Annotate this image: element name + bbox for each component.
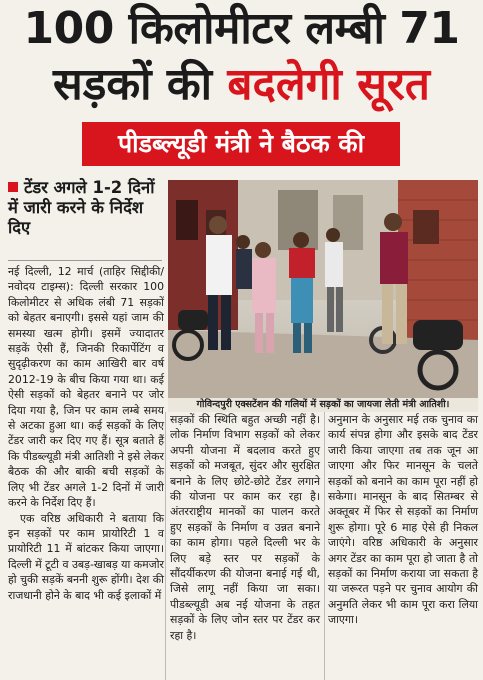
headline-line-2 <box>0 58 483 112</box>
column-divider <box>324 412 325 680</box>
article-column-1 <box>8 264 164 603</box>
news-photo <box>168 180 478 398</box>
subheadline-banner: पीडब्ल्यूडी मंत्री ने बैठक की <box>82 122 400 166</box>
headline-plain-part: सड़कों की <box>53 59 228 110</box>
photo-caption: गोविन्दपुरी एक्सटेंशन की गलियों में सड़कों का जायजा लेती मंत्री आतिशी। <box>168 398 478 412</box>
article-column-2 <box>170 412 320 643</box>
article-paragraph: नई दिल्ली, 12 मार्च (ताहिर सिद्दीकी/नवोदय टाइम्स): दिल्ली सरकार 100 किलोमीटर से अधिक लंबी 71 सड़कों को बेहतर बनाएगी। इससे यहां जाम की समस्या खत्म होगी। इसमें ज्यादातर सड़कें ऐसी हैं, जिनकी रिकार्पेटिंग व सुदृढ़ीकरण का काम आखिरी बार वर्ष 2012-19 के बीच किया गया था। कई ऐसी सड़कों को बेहतर बनाने पर जोर दिया गया है, जिन पर काम लम्बे समय से अटका हुआ था। कई सड़कों के लिए टेंडर जारी कर दिए गए हैं। सूत्र बताते हैं कि पीडब्ल्यूडी मंत्री आतिशी ने इसे लेकर बैठक की और बाकी बची सड़कों के लिए भी टेंडर अगले 1-2 दिनों में जारी करने के निर्देश दिए हैं। <box>8 265 164 510</box>
column-divider <box>165 412 166 680</box>
article-paragraph: अनुमान के अनुसार मई तक चुनाव का कार्य संपन्न होगा और इसके बाद टेंडर जारी किया जाएगा तब तक जून आ जाएगा और फिर मानसून के चलते सड़कों को बनाने का काम पूरा नहीं हो सकेगा। मानसून के बाद सितम्बर से अक्तूबर में फिर से सड़कों का निर्माण शुरू होगा। पूरे 6 माह ऐसे ही निकल जाएंगे। वरिष्ठ अधिकारी के अनुसार अगर टेंडर का काम पूरा हो जाता है तो सड़कों का निर्माण कराया जा सकता है या जरूरत पड़ने पर चुनाव आयोग की अनुमति लेकर भी काम पूरा करा लिया जाएगा। <box>328 413 478 627</box>
article-paragraph: एक वरिष्ठ अधिकारी ने बताया कि इन सड़कों पर काम प्रायोरिटी 1 व प्रायोरिटी 11 में बांटकर किया जाएगा। दिल्ली में टूटी व उबड़-खाबड़ या कमजोर हो चुकी सड़कें बननी शुरू होंगी। देश की राजधानी होने के बाद भी कई इलाकों में <box>8 511 164 602</box>
article-paragraph: सड़कों की स्थिति बहुत अच्छी नहीं है। लोक निर्माण विभाग सड़कों को लेकर अपनी योजना में बदलाव करते हुए सड़कों को मजबूत, सुंदर और सुरक्षित बनाने के लिए छोटे-छोटे टेंडर लगाने की योजना पर काम कर रहा है। अंतरराष्ट्रीय मानकों का पालन करते हुए सड़कों के निर्माण व उन्नत बनाने का काम होगा। पहले दिल्ली भर के लिए बड़े स्तर पर सड़कों के सौंदर्यीकरण की योजना बनाई गई थी, जिसे लागू नहीं किया जा सका। पीडब्ल्यूडी अब नई योजना के तहत सड़कों के लिए जोन स्तर पर टेंडर कर रहा है। <box>170 413 320 642</box>
street-inspection-photo <box>168 180 478 398</box>
lead-divider <box>8 260 162 261</box>
lead-text: टेंडर अगले 1-2 दिनों में जारी करने के निर्देश दिए <box>8 178 155 237</box>
article-column-3 <box>328 412 478 628</box>
lead-strap <box>8 178 162 238</box>
headline-red-part: बदलेगी सूरत <box>227 59 430 110</box>
headline-line-1: 100 किलोमीटर लम्बी 71 <box>23 3 460 54</box>
red-square-bullet-icon <box>8 182 18 192</box>
